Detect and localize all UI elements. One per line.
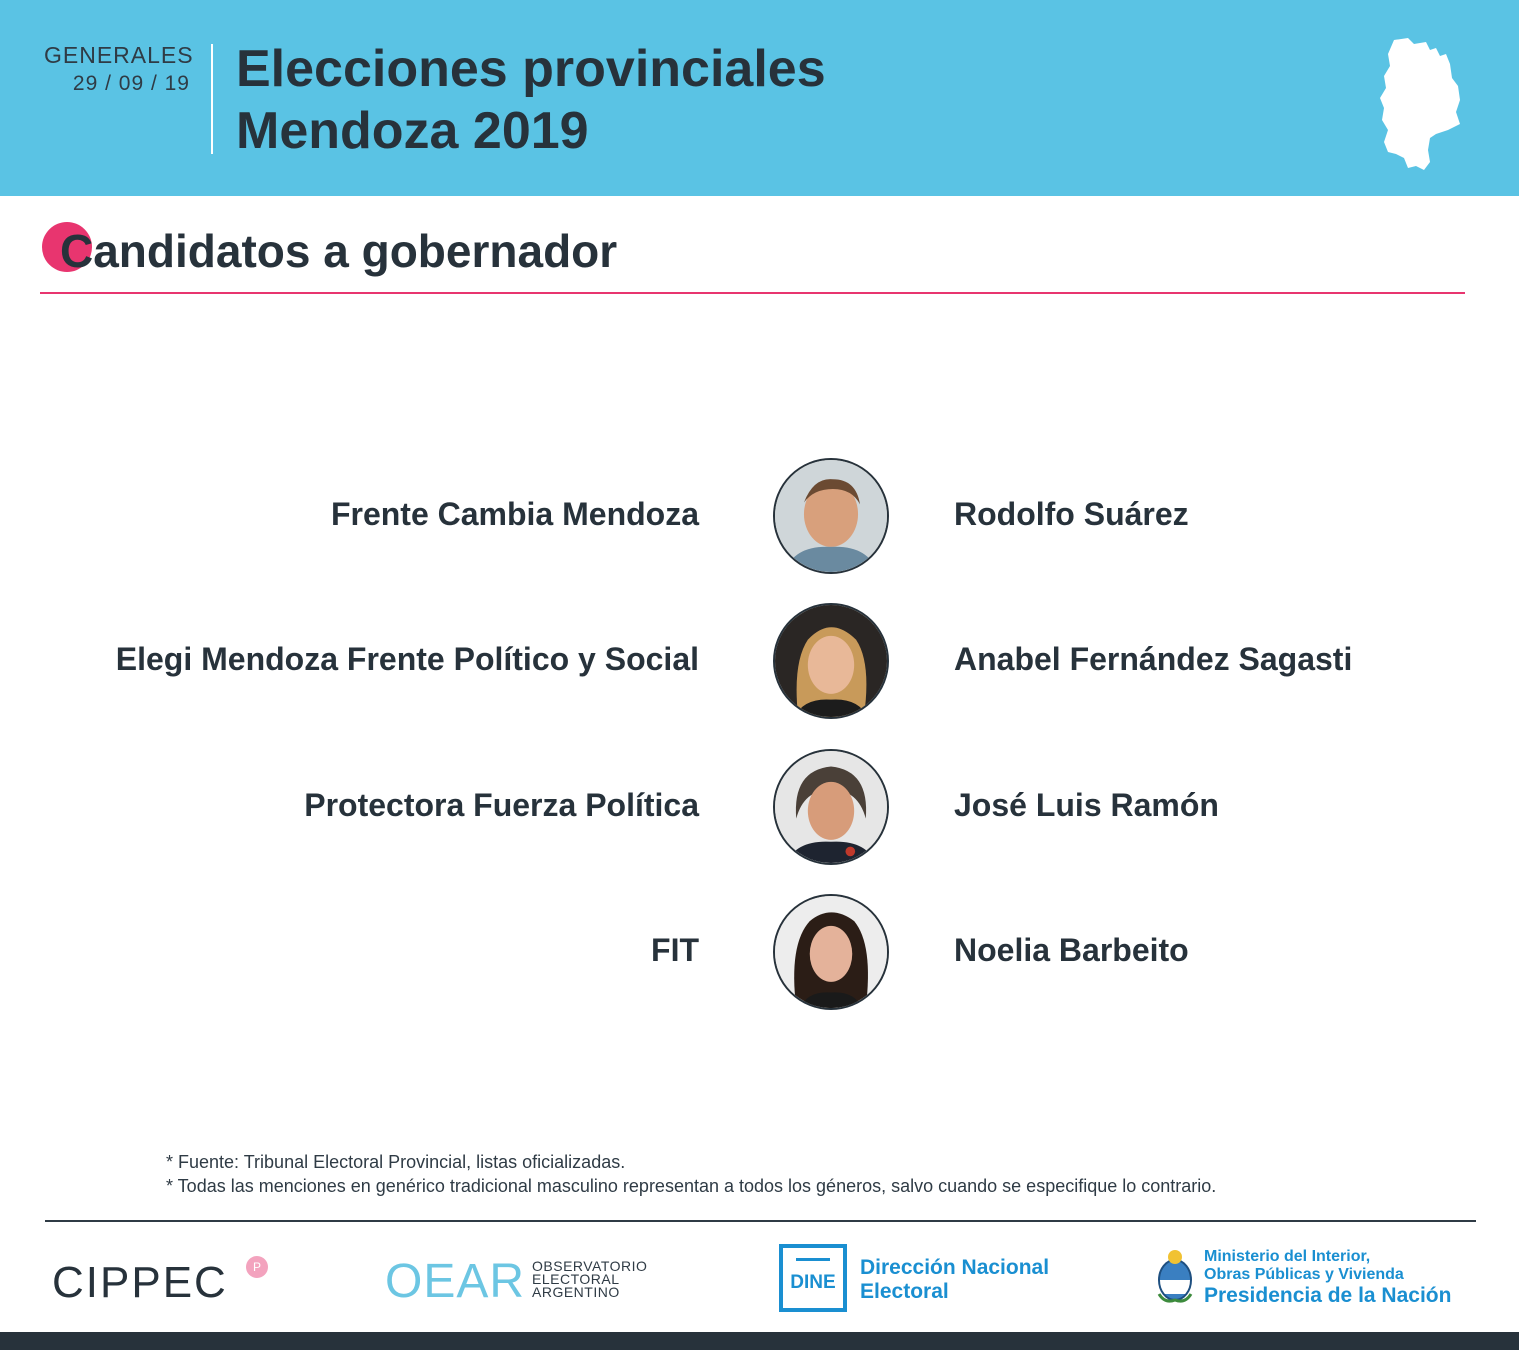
page-title [236, 38, 826, 162]
oear-sub-2: ELECTORAL [532, 1271, 620, 1287]
dine-name-line1: Dirección Nacional [860, 1256, 1050, 1279]
party-name: FIT [651, 932, 699, 968]
section-title: Candidatos a gobernador [60, 225, 618, 277]
dine-logo-bar [796, 1258, 830, 1261]
candidate-name: Rodolfo Suárez [954, 496, 1189, 532]
election-date: 29 / 09 / 19 [72, 72, 190, 95]
candidate-photo [773, 749, 889, 865]
candidate-name: José Luis Ramón [954, 787, 1219, 823]
cippec-logo: CIPPEC [52, 1258, 228, 1307]
oear-sub-3: ARGENTINO [532, 1284, 620, 1300]
section-divider [40, 292, 1465, 294]
candidate-row [0, 894, 1519, 1010]
footnote-gender: * Todas las menciones en genérico tradicional masculino representan a todos los géneros, salvo cuando se especifique lo contrario. [166, 1176, 1217, 1196]
candidate-name: Anabel Fernández Sagasti [954, 641, 1353, 677]
mendoza-map-icon [1374, 34, 1468, 174]
ministry-line2: Obras Públicas y Vivienda [1204, 1266, 1404, 1283]
ministry-line1: Ministerio del Interior, [1204, 1248, 1371, 1265]
dine-logo-name [860, 1256, 1049, 1304]
footnotes [166, 1150, 1216, 1198]
party-name: Elegi Mendoza Frente Político y Social [115, 641, 699, 677]
candidate-row [0, 458, 1519, 574]
dine-logo-abbr: DINE [790, 1272, 836, 1293]
dine-name-line2: Electoral [860, 1280, 949, 1303]
footer-divider [45, 1220, 1476, 1222]
candidate-row [0, 749, 1519, 865]
national-seal-icon [1155, 1248, 1195, 1306]
header-divider [211, 44, 213, 154]
election-type: GENERALES [44, 42, 194, 68]
oear-sub-1: OBSERVATORIO [532, 1258, 648, 1274]
ministry-name [1204, 1248, 1404, 1284]
party-name: Frente Cambia Mendoza [330, 496, 699, 532]
footnote-source: * Fuente: Tribunal Electoral Provincial, listas oficializadas. [166, 1152, 626, 1172]
page-title-line1: Elecciones provinciales [236, 40, 826, 98]
cippec-logo-mark: P [246, 1256, 268, 1278]
presidency-name: Presidencia de la Nación [1204, 1284, 1452, 1307]
oear-logo-subtitle [532, 1260, 647, 1299]
header-banner [0, 0, 1519, 196]
candidate-photo [773, 603, 889, 719]
candidate-row [0, 603, 1519, 719]
dine-logo [779, 1244, 847, 1312]
page-title-line2: Mendoza 2019 [236, 102, 589, 160]
party-name: Protectora Fuerza Política [304, 787, 699, 823]
candidate-name: Noelia Barbeito [954, 932, 1189, 968]
bottom-bar [0, 1332, 1519, 1350]
candidate-photo [773, 894, 889, 1010]
candidate-photo [773, 458, 889, 574]
oear-logo: OEAR [385, 1255, 526, 1308]
